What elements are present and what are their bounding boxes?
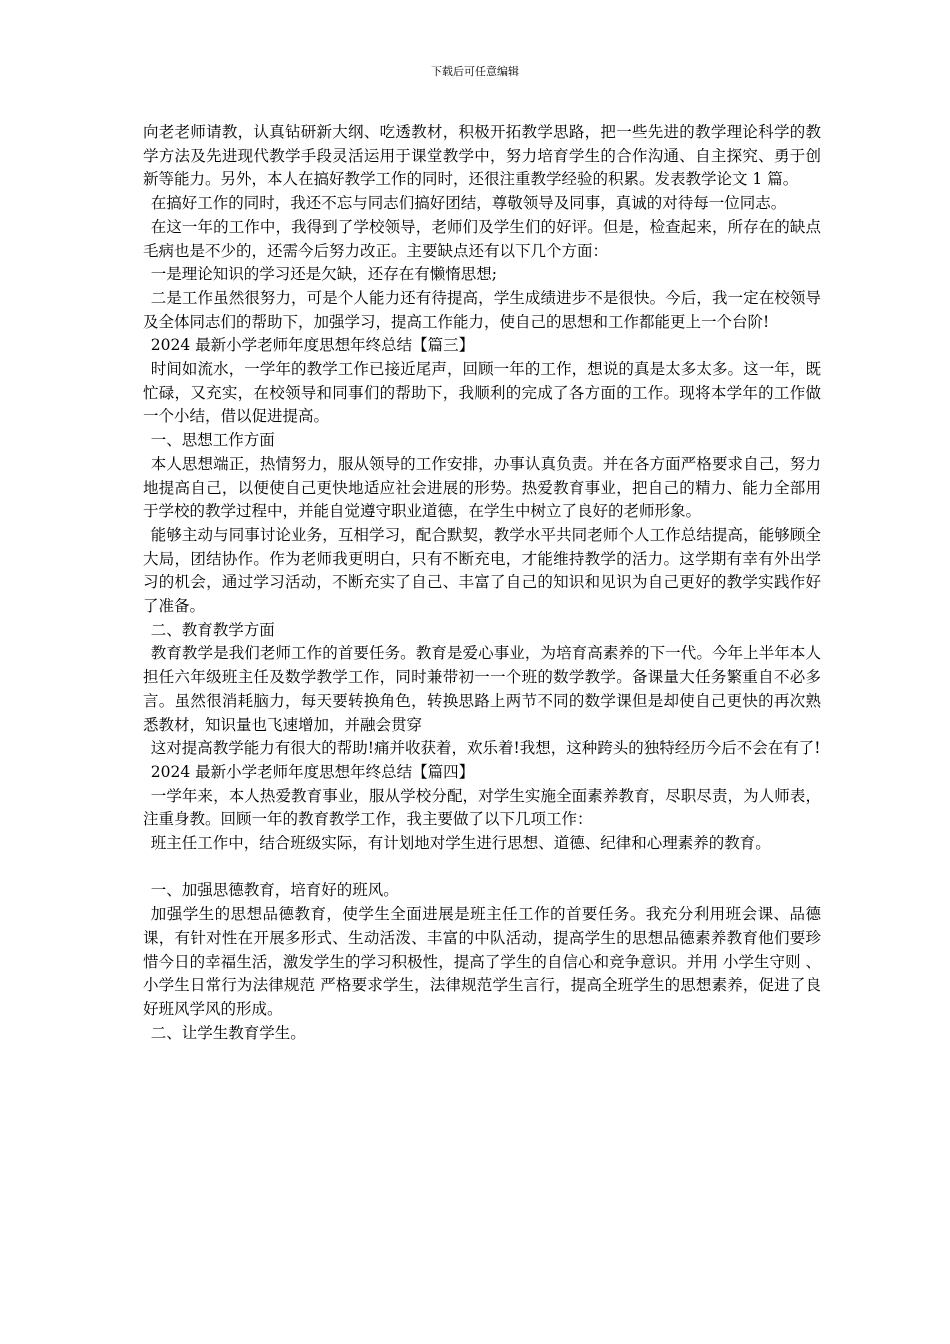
paragraph: 二是工作虽然很努力，可是个人能力还有待提高，学生成绩进步不是很快。今后，我一定在校领导及全体同志们的帮助下，加强学习，提高工作能力，使自己的思想和工作都能更上一个台阶! — [143, 288, 821, 331]
section-heading: 2024 最新小学老师年度思想年终总结【篇三】 — [150, 336, 475, 355]
subsection-heading: 二、让学生教育学生。 — [150, 1023, 306, 1042]
subsection-heading: 一、加强思德教育，培育好的班风。 — [150, 881, 399, 900]
paragraph: 能够主动与同事讨论业务，互相学习，配合默契，教学水平共同老师个人工作总结提高，能够顾全大局，团结协作。作为老师我更明白，只有不断充电，才能维持教学的活力。这学期有幸有外出学习的机会，通过学习活动，不断充实了自己、丰富了自己的知识和见识为自己更好的教学实践作好了准备。 — [143, 525, 821, 616]
paragraph: 向老老师请教，认真钻研新大纲、吃透教材，积极开拓教学思路，把一些先进的教学理论科学的教学方法及先进现代教学手段灵活运用于课堂教学中，努力培育学生的合作沟通、自主探究、勇于创新等能力。另外，本人在搞好教学工作的同时，还很注重教学经验的积累。发表教学论文 1 篇。 — [143, 123, 821, 189]
paragraph: 一是理论知识的学习还是欠缺，还存在有懒惰思想; — [150, 265, 497, 284]
paragraph: 这对提高教学能力有很大的帮助!痛并收获着，欢乐着!我想，这种跨头的独特经历今后不会在有了! — [150, 739, 821, 758]
paragraph: 在搞好工作的同时，我还不忘与同志们搞好团结，尊敬领导及同事，真诚的对待每一位同志。 — [150, 194, 787, 213]
subsection-heading: 一、思想工作方面 — [150, 431, 275, 450]
page-header: 下载后可任意编辑 — [431, 65, 519, 78]
document-body — [143, 121, 821, 1045]
paragraph: 在这一年的工作中，我得到了学校领导，老师们及学生们的好评。但是，检查起来，所存在的缺点毛病也是不少的，还需今后努力改正。主要缺点还有以下几个方面： — [143, 217, 821, 260]
subsection-heading: 二、教育教学方面 — [150, 620, 275, 639]
paragraph: 班主任工作中，结合班级实际，有计划地对学生进行思想、道德、纪律和心理素养的教育。 — [150, 834, 771, 853]
paragraph: 时间如流水，一学年的教学工作已接近尾声，回顾一年的工作，想说的真是太多太多。这一年，既忙碌，又充实，在校领导和同事们的帮助下，我顺利的完成了各方面的工作。现将本学年的工作做一个小结，借以促进提高。 — [143, 360, 821, 426]
section-heading: 2024 最新小学老师年度思想年终总结【篇四】 — [150, 762, 475, 781]
paragraph: 本人思想端正，热情努力，服从领导的工作安排，办事认真负责。并在各方面严格要求自己，努力地提高自己，以便使自己更快地适应社会进展的形势。热爱教育事业，把自己的精力、能力全部用于学校的教学过程中，并能自觉遵守职业道德，在学生中树立了良好的老师形象。 — [143, 454, 821, 521]
paragraph: 教育教学是我们老师工作的首要任务。教育是爱心事业，为培育高素养的下一代。今年上半年本人担任六年级班主任及数学教学工作，同时兼带初一一个班的数学教学。备课量大任务繁重自不必多言。虽然很消耗脑力，每天要转换角色，转换思路上两节不同的数学课但是却使自己更快的再次熟悉教材，知识量也飞速增加，并融会贯穿 — [143, 644, 821, 734]
paragraph: 加强学生的思想品德教育，使学生全面进展是班主任工作的首要任务。我充分利用班会课、品德课，有针对性在开展多形式、生动活泼、丰富的中队活动，提高学生的思想品德素养教育他们要珍惜今日的幸福生活，激发学生的学习积极性，提高了学生的自信心和竞争意识。并用 小学生守则 、 小学生日常行为法律规范 严格要求学生，法律规范学生言行，提高全班学生的思想素养，促进了良好班风学风的形成。 — [143, 905, 821, 1018]
blank-line — [143, 856, 821, 880]
paragraph: 一学年来，本人热爱教育事业，服从学校分配，对学生实施全面素养教育，尽职尽责，为人师表，注重身教。回顾一年的教育教学工作，我主要做了以下几项工作： — [143, 786, 821, 829]
